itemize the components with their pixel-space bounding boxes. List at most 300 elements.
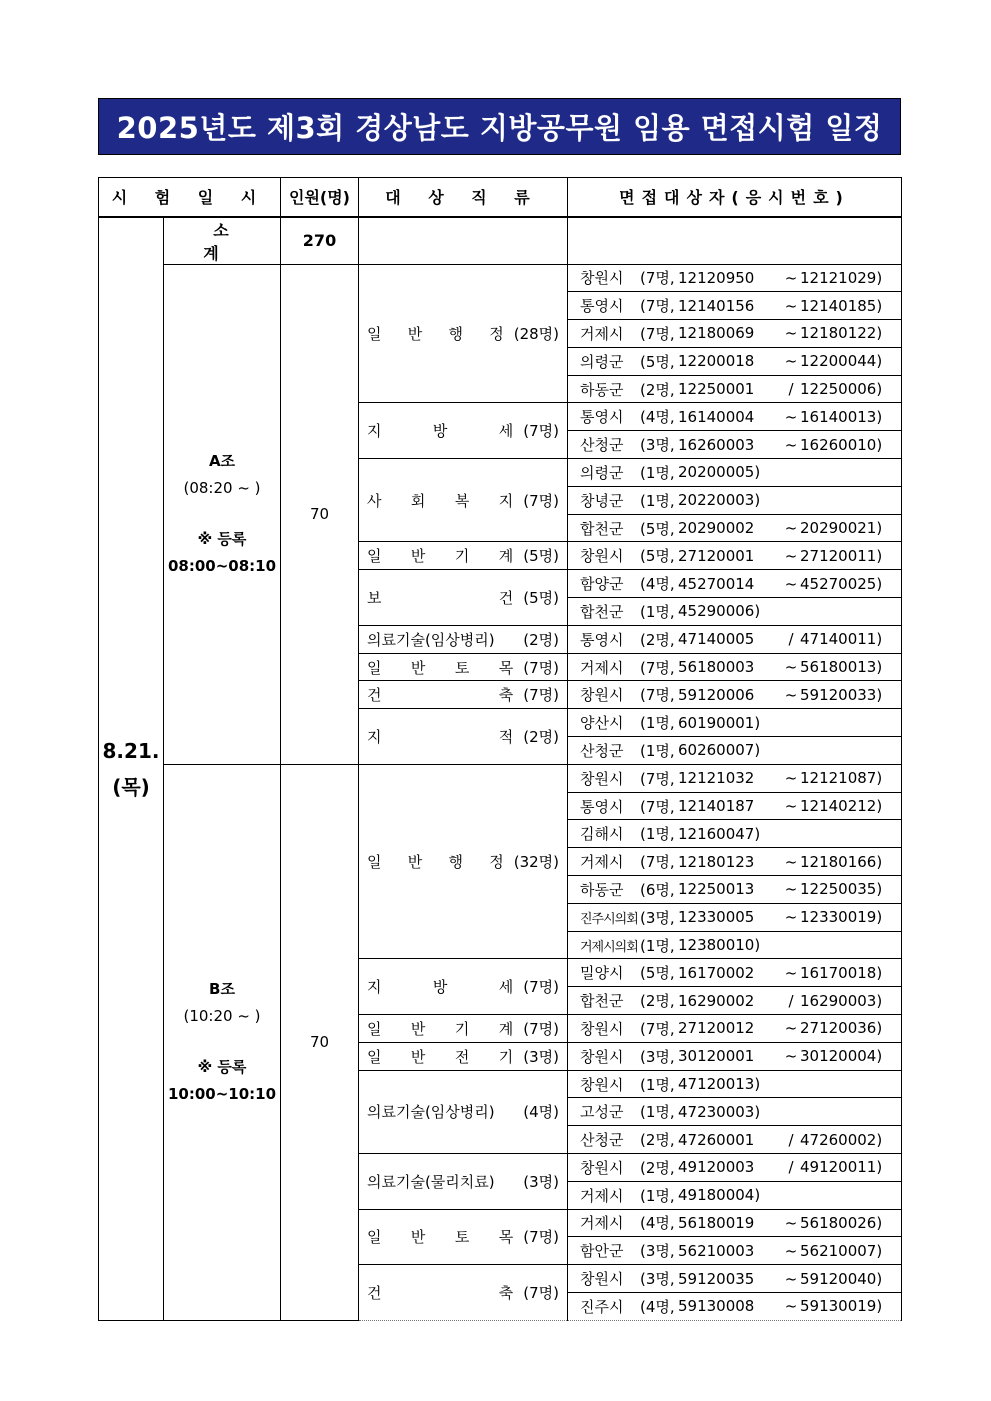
- job-name-char: 기: [454, 547, 470, 566]
- job-cell: [359, 1154, 568, 1210]
- job-category: [359, 657, 567, 678]
- entry-start-number: 45290006): [678, 602, 761, 621]
- job-category: [359, 629, 567, 650]
- entry-separator: ~: [784, 324, 798, 343]
- job-name-char: 행: [448, 853, 463, 872]
- page-title: 2025년도 제3회 경상남도 지방공무원 임용 면접시험 일정: [116, 111, 883, 145]
- job-name: [367, 1046, 513, 1067]
- job-name-char: 정: [489, 853, 504, 872]
- applicant-entry: [568, 459, 902, 487]
- job-count: (2명): [523, 630, 559, 649]
- group-start-time: (10:20 ~ ): [183, 1007, 261, 1026]
- job-name: [367, 323, 504, 344]
- entry-end-number: 12140185): [800, 296, 883, 315]
- entry-separator: /: [788, 630, 794, 649]
- job-category: [359, 684, 567, 705]
- job-name-char: 의료기술(임상병리): [367, 1103, 495, 1122]
- job-name-char: 목: [498, 658, 514, 677]
- job-name-char: 보: [367, 589, 382, 608]
- entry-count: (1명,: [640, 936, 675, 955]
- subtotal-job-empty: [359, 217, 568, 265]
- entry-start-number: 47140005: [678, 630, 755, 649]
- entry-end-number: 56210007): [800, 1241, 883, 1260]
- entry-end-number: 16140013): [800, 407, 883, 426]
- entry-count: (2명,: [640, 630, 675, 649]
- job-name-char: 건: [367, 1283, 382, 1302]
- entry-end-number: 30120004): [800, 1047, 883, 1066]
- job-name-char: 건: [367, 686, 382, 705]
- entry-end-number: 27120036): [800, 1019, 883, 1038]
- entry-city: 합천군: [580, 602, 624, 621]
- title-banner: [98, 98, 901, 155]
- applicant-entry: [568, 375, 902, 403]
- entry-city: 통영시: [580, 408, 624, 427]
- subtotal-label-cell: [164, 217, 281, 265]
- job-cell: [359, 625, 568, 653]
- job-name-char: 건: [498, 589, 514, 608]
- entry-city: 거제시: [580, 324, 624, 343]
- applicant-entry: [568, 903, 902, 931]
- entry-city: 창원시: [580, 547, 624, 566]
- entry-count: (1명,: [640, 825, 675, 844]
- entry-count: (1명,: [640, 1186, 675, 1205]
- job-name-char: 반: [410, 547, 426, 566]
- entry-end-number: 59130019): [800, 1297, 883, 1316]
- entry-count: (3명,: [640, 1270, 675, 1289]
- job-count: (7명): [523, 491, 559, 510]
- entry-count: (3명,: [640, 436, 675, 455]
- entry-count: (7명,: [640, 324, 675, 343]
- entry-city: 통영시: [580, 297, 624, 316]
- entry-start-number: 12121032: [678, 769, 755, 788]
- entry-separator: ~: [784, 1241, 798, 1260]
- applicant-entry: [568, 1237, 902, 1265]
- job-category: [359, 1101, 567, 1122]
- group-name: B조: [209, 980, 235, 999]
- entry-start-number: 16140004: [678, 407, 755, 426]
- entry-city: 의령군: [580, 352, 624, 371]
- job-count: (5명): [523, 589, 559, 608]
- entry-city: 산청군: [580, 1131, 624, 1150]
- job-cell: [359, 653, 568, 681]
- entry-start-number: 12250001: [678, 380, 755, 399]
- entry-start-number: 12160047): [678, 824, 761, 843]
- job-cell: [359, 542, 568, 570]
- job-name-char: 반: [410, 1019, 426, 1038]
- entry-end-number: 12121087): [800, 769, 883, 788]
- job-count: (4명): [523, 1103, 559, 1122]
- entry-city: 창원시: [580, 686, 624, 705]
- entry-separator: ~: [784, 852, 798, 871]
- applicant-entry: [568, 681, 902, 709]
- job-count: (3명): [523, 1047, 559, 1066]
- job-category: [359, 1282, 567, 1303]
- table-row: [99, 764, 902, 792]
- job-name-char: 축: [498, 1283, 514, 1302]
- applicant-entry: [568, 653, 902, 681]
- job-count: (5명): [523, 547, 559, 566]
- entry-separator: ~: [784, 296, 798, 315]
- entry-separator: ~: [784, 1269, 798, 1288]
- entry-city: 진주시: [580, 1297, 624, 1316]
- applicant-entry: [568, 1098, 902, 1126]
- job-name-char: 반: [407, 853, 423, 872]
- job-category: [359, 1046, 567, 1067]
- entry-separator: ~: [784, 880, 798, 899]
- job-name-char: 토: [454, 658, 470, 677]
- job-count: (7명): [523, 686, 559, 705]
- applicant-entry: [568, 792, 902, 820]
- entry-count: (2명,: [640, 380, 675, 399]
- entry-start-number: 12330005: [678, 908, 755, 927]
- job-cell: [359, 1265, 568, 1321]
- entry-start-number: 12120950: [678, 268, 755, 287]
- job-name-char: 반: [410, 1228, 426, 1247]
- schedule-body: [99, 217, 902, 1321]
- header-date: 시 험 일 시: [99, 178, 281, 217]
- entry-count: (3명,: [640, 1047, 675, 1066]
- entry-start-number: 47230003): [678, 1102, 761, 1121]
- job-count: (32명): [513, 853, 559, 872]
- entry-city: 진주시의회: [580, 911, 638, 927]
- entry-start-number: 16170002: [678, 963, 755, 982]
- entry-count: (4명,: [640, 1297, 675, 1316]
- job-name-char: 의료기술(임상병리): [367, 630, 495, 649]
- entry-city: 함안군: [580, 1242, 624, 1261]
- entry-count: (7명,: [640, 686, 675, 705]
- entry-count: (5명,: [640, 964, 675, 983]
- job-name-char: 세: [498, 422, 514, 441]
- applicant-entry: [568, 959, 902, 987]
- job-name-char: 행: [448, 324, 463, 343]
- job-category: [359, 976, 567, 997]
- entry-city: 함양군: [580, 575, 624, 594]
- entry-count: (6명,: [640, 880, 675, 899]
- entry-count: (7명,: [640, 297, 675, 316]
- job-category: [359, 726, 567, 747]
- job-name-char: 정: [489, 324, 504, 343]
- entry-start-number: 27120012: [678, 1019, 755, 1038]
- entry-end-number: 59120033): [800, 685, 883, 704]
- entry-separator: /: [788, 1130, 794, 1149]
- entry-separator: ~: [784, 407, 798, 426]
- job-count: (7명): [523, 658, 559, 677]
- entry-start-number: 47260001: [678, 1130, 755, 1149]
- applicant-entry: [568, 987, 902, 1015]
- entry-start-number: 20220003): [678, 491, 761, 510]
- job-cell: [359, 709, 568, 765]
- entry-start-number: 12250013: [678, 880, 755, 899]
- entry-end-number: 47140011): [800, 630, 883, 649]
- job-name: [367, 490, 513, 511]
- applicant-entry: [568, 347, 902, 375]
- applicant-entry: [568, 542, 902, 570]
- entry-count: (5명,: [640, 352, 675, 371]
- group-cell: [164, 764, 281, 1320]
- applicant-entry: [568, 1154, 902, 1182]
- entry-city: 통영시: [580, 630, 624, 649]
- job-name-char: 회: [410, 491, 426, 510]
- entry-city: 의령군: [580, 463, 624, 482]
- entry-start-number: 20290002: [678, 519, 755, 538]
- job-name-char: 반: [410, 1047, 426, 1066]
- entry-city: 거제시: [580, 853, 624, 872]
- entry-count: (3명,: [640, 1242, 675, 1261]
- entry-separator: ~: [784, 352, 798, 371]
- job-category: [359, 851, 567, 872]
- job-cell: [359, 764, 568, 959]
- entry-count: (4명,: [640, 575, 675, 594]
- entry-end-number: 47260002): [800, 1130, 883, 1149]
- entry-separator: ~: [784, 1297, 798, 1316]
- job-count: (2명): [523, 728, 559, 747]
- job-name-char: 일: [367, 658, 382, 677]
- job-category: [359, 490, 567, 511]
- entry-start-number: 12180123: [678, 852, 755, 871]
- job-name-char: 지: [367, 978, 382, 997]
- job-name-char: 기: [498, 1047, 514, 1066]
- applicant-entry: [568, 514, 902, 542]
- entry-separator: ~: [784, 963, 798, 982]
- job-name-char: 전: [454, 1047, 470, 1066]
- job-name-char: 목: [498, 1228, 514, 1247]
- header-target: 면접대상자(응시번호): [568, 178, 902, 217]
- job-category: [359, 545, 567, 566]
- entry-start-number: 59120006: [678, 685, 755, 704]
- entry-count: (1명,: [640, 602, 675, 621]
- job-name-char: 지: [498, 491, 514, 510]
- entry-separator: ~: [784, 908, 798, 927]
- job-name: [367, 851, 504, 872]
- entry-count: (4명,: [640, 1214, 675, 1233]
- job-name-char: 반: [410, 658, 426, 677]
- group-name: A조: [208, 452, 236, 471]
- job-name: [367, 1018, 513, 1039]
- entry-separator: ~: [784, 797, 798, 816]
- entry-end-number: 16290003): [800, 991, 883, 1010]
- entry-start-number: 45270014: [678, 574, 755, 593]
- entry-city: 합천군: [580, 992, 624, 1011]
- applicant-entry: [568, 264, 902, 292]
- job-cell: [359, 403, 568, 459]
- entry-count: (7명,: [640, 269, 675, 288]
- job-count: (7명): [523, 422, 559, 441]
- applicant-entry: [568, 737, 902, 765]
- job-name: [367, 657, 513, 678]
- entry-city: 하동군: [580, 880, 624, 899]
- applicant-entry: [568, 292, 902, 320]
- job-count: (7명): [523, 1019, 559, 1038]
- entry-count: (4명,: [640, 408, 675, 427]
- applicant-entry: [568, 570, 902, 598]
- group-count: 70: [281, 764, 359, 1320]
- entry-city: 통영시: [580, 797, 624, 816]
- entry-city: 산청군: [580, 741, 624, 760]
- entry-separator: ~: [784, 435, 798, 454]
- entry-count: (2명,: [640, 1158, 675, 1177]
- group-reg-time: 08:00~08:10: [167, 557, 277, 576]
- entry-count: (7명,: [640, 1019, 675, 1038]
- job-cell: [359, 1015, 568, 1043]
- applicant-entry: [568, 431, 902, 459]
- entry-separator: /: [788, 380, 794, 399]
- entry-start-number: 56180019: [678, 1213, 755, 1232]
- entry-start-number: 16290002: [678, 991, 755, 1010]
- entry-city: 하동군: [580, 380, 624, 399]
- applicant-entry: [568, 848, 902, 876]
- header-count: 인원(명): [281, 178, 359, 217]
- entry-end-number: 12121029): [800, 268, 883, 287]
- applicant-entry: [568, 876, 902, 904]
- entry-end-number: 12180122): [800, 324, 883, 343]
- applicant-entry: [568, 598, 902, 626]
- entry-count: (7명,: [640, 853, 675, 872]
- entry-separator: ~: [784, 519, 798, 538]
- job-name: [367, 587, 513, 608]
- applicant-entry: [568, 931, 902, 959]
- applicant-entry: [568, 1265, 902, 1293]
- entry-city: 합천군: [580, 519, 624, 538]
- entry-city: 창원시: [580, 1158, 624, 1177]
- job-name: [367, 1226, 513, 1247]
- entry-separator: ~: [784, 685, 798, 704]
- entry-city: 양산시: [580, 714, 624, 733]
- job-name: [367, 1171, 513, 1192]
- job-cell: [359, 959, 568, 1015]
- job-count: (7명): [523, 1228, 559, 1247]
- entry-city: 거제시의회: [580, 939, 638, 955]
- job-name: [367, 1282, 513, 1303]
- entry-count: (7명,: [640, 769, 675, 788]
- entry-count: (7명,: [640, 797, 675, 816]
- job-name-char: 일: [367, 1019, 382, 1038]
- entry-end-number: 16260010): [800, 435, 883, 454]
- entry-count: (5명,: [640, 519, 675, 538]
- entry-end-number: 12330019): [800, 908, 883, 927]
- applicant-entry: [568, 320, 902, 348]
- applicant-entry: [568, 1015, 902, 1043]
- entry-start-number: 27120001: [678, 546, 755, 565]
- job-category: [359, 1018, 567, 1039]
- entry-start-number: 12200018: [678, 352, 755, 371]
- entry-count: (2명,: [640, 1131, 675, 1150]
- entry-separator: ~: [784, 546, 798, 565]
- job-name-char: 일: [367, 324, 382, 343]
- exam-day: (목): [112, 774, 150, 799]
- job-cell: [359, 264, 568, 403]
- entry-count: (1명,: [640, 1103, 675, 1122]
- entry-start-number: 20200005): [678, 463, 761, 482]
- applicant-entry: [568, 820, 902, 848]
- job-cell: [359, 1209, 568, 1265]
- job-name: [367, 545, 513, 566]
- schedule-table: [98, 177, 902, 1321]
- entry-start-number: 60190001): [678, 713, 761, 732]
- job-name: [367, 684, 513, 705]
- entry-city: 거제시: [580, 658, 624, 677]
- job-category: [359, 1226, 567, 1247]
- applicant-entry: [568, 1042, 902, 1070]
- entry-city: 산청군: [580, 436, 624, 455]
- entry-end-number: 45270025): [800, 574, 883, 593]
- entry-count: (1명,: [640, 1075, 675, 1094]
- applicant-entry: [568, 1181, 902, 1209]
- entry-start-number: 59120035: [678, 1269, 755, 1288]
- job-name-char: 반: [407, 324, 423, 343]
- exam-date: 8.21.: [102, 738, 160, 763]
- entry-start-number: 56180003: [678, 658, 755, 677]
- job-count: (7명): [523, 1283, 559, 1302]
- entry-count: (7명,: [640, 658, 675, 677]
- job-name-char: 방: [432, 422, 448, 441]
- group-reg-label: ※ 등록: [197, 530, 247, 549]
- entry-end-number: 59120040): [800, 1269, 883, 1288]
- job-name: [367, 629, 513, 650]
- job-cell: [359, 1042, 568, 1070]
- entry-end-number: 49120011): [800, 1158, 883, 1177]
- entry-city: 창원시: [580, 1075, 624, 1094]
- job-name-char: 적: [498, 728, 514, 747]
- job-name-char: 방: [432, 978, 448, 997]
- job-category: [359, 587, 567, 608]
- group-start-time: (08:20 ~ ): [183, 479, 261, 498]
- entry-city: 거제시: [580, 1214, 624, 1233]
- job-name-char: 지: [367, 422, 382, 441]
- applicant-entry: [568, 1126, 902, 1154]
- applicant-entry: [568, 486, 902, 514]
- entry-start-number: 60260007): [678, 741, 761, 760]
- group-cell: [164, 264, 281, 764]
- entry-end-number: 56180026): [800, 1213, 883, 1232]
- entry-end-number: 12180166): [800, 852, 883, 871]
- entry-end-number: 16170018): [800, 963, 883, 982]
- job-name-char: 사: [367, 491, 382, 510]
- entry-end-number: 12140212): [800, 797, 883, 816]
- entry-count: (1명,: [640, 714, 675, 733]
- entry-count: (1명,: [640, 741, 675, 760]
- applicant-entry: [568, 625, 902, 653]
- entry-count: (3명,: [640, 908, 675, 927]
- job-cell: [359, 459, 568, 542]
- entry-end-number: 27120011): [800, 546, 883, 565]
- job-name-char: 지: [367, 728, 382, 747]
- job-name-char: 일: [367, 1047, 382, 1066]
- entry-end-number: 20290021): [800, 519, 883, 538]
- job-name: [367, 976, 513, 997]
- subtotal-label: 소 계: [203, 220, 251, 263]
- entry-start-number: 30120001: [678, 1047, 755, 1066]
- entry-start-number: 12180069: [678, 324, 755, 343]
- subtotal-value: 270: [281, 217, 359, 265]
- job-name-char: 기: [454, 1019, 470, 1038]
- job-name: [367, 420, 513, 441]
- entry-end-number: 12250035): [800, 880, 883, 899]
- job-cell: [359, 681, 568, 709]
- entry-separator: ~: [784, 1047, 798, 1066]
- entry-start-number: 12380010): [678, 936, 761, 955]
- entry-city: 창녕군: [580, 491, 624, 510]
- applicant-entry: [568, 1292, 902, 1320]
- entry-city: 김해시: [580, 825, 624, 844]
- group-reg-label: ※ 등록: [197, 1058, 247, 1077]
- entry-separator: /: [788, 991, 794, 1010]
- entry-separator: ~: [784, 574, 798, 593]
- entry-end-number: 12200044): [800, 352, 883, 371]
- job-name-char: 복: [454, 491, 470, 510]
- entry-city: 창원시: [580, 1047, 624, 1066]
- entry-start-number: 12140187: [678, 797, 755, 816]
- job-name-char: 의료기술(물리치료): [367, 1172, 495, 1191]
